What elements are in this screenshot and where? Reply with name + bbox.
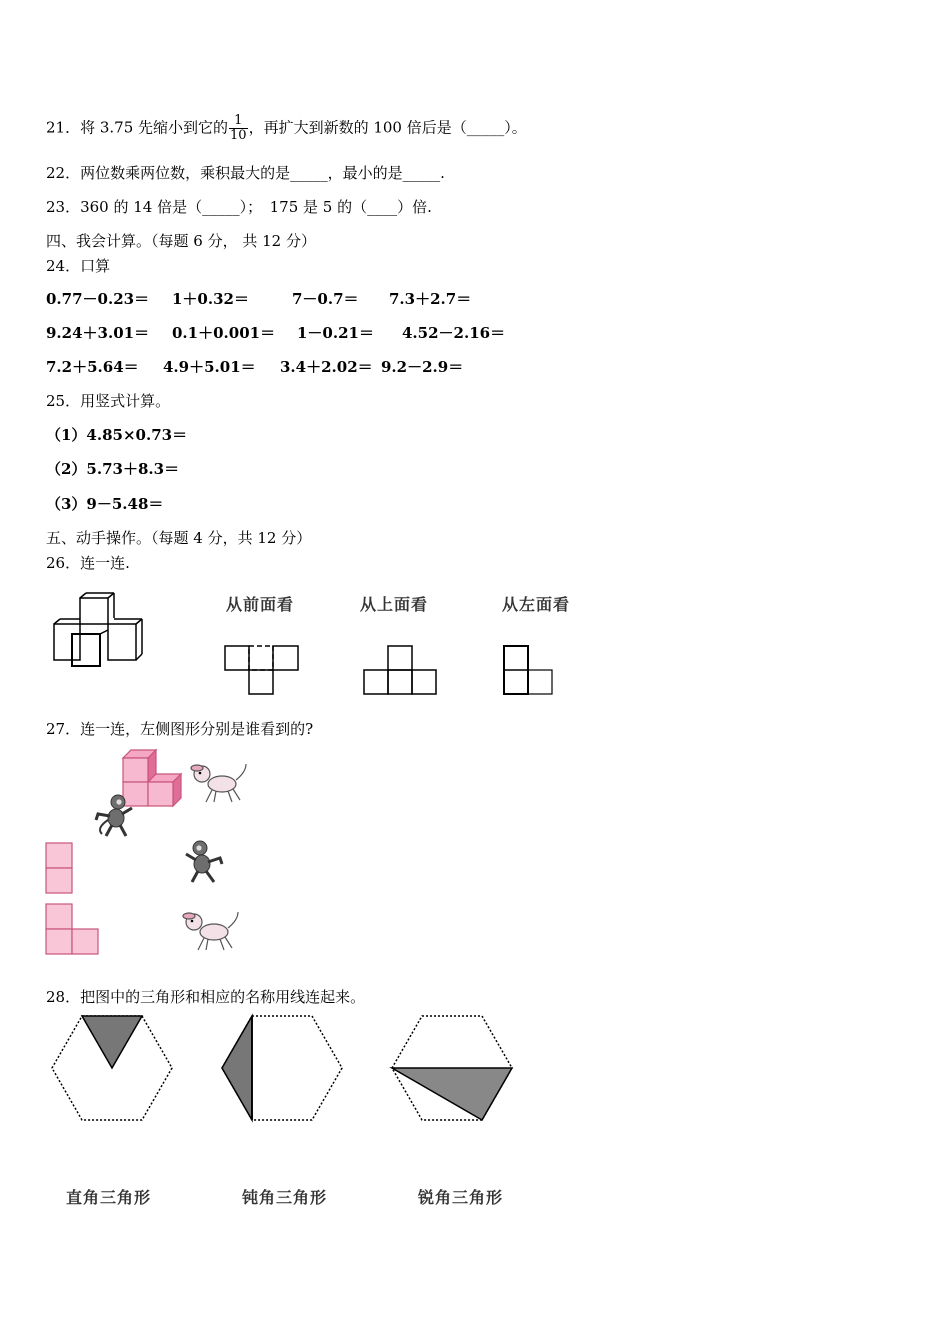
oral-item: 9.24＋3.01＝: [46, 324, 150, 342]
pink-view-column: [45, 842, 75, 896]
question-24: 24．口算: [46, 257, 111, 275]
front-view-label: 从前面看: [226, 595, 295, 614]
q21-text-a: 21．将 3.75 先缩小到它的: [46, 118, 229, 137]
hexagon-obtuse-triangle: [220, 1012, 345, 1122]
hexagon-acute-triangle: [390, 1012, 515, 1122]
question-22: 22．两位数乘两位数，乘积最大的是_____，最小的是_____.: [46, 164, 445, 182]
left-view-label: 从左面看: [502, 595, 571, 614]
right-triangle-label: 直角三角形: [66, 1188, 152, 1207]
dog-icon: [188, 760, 250, 806]
acute-triangle-label: 锐角三角形: [418, 1188, 504, 1207]
oral-item: 4.52－2.16＝: [402, 324, 506, 342]
question-25: 25．用竖式计算。: [46, 392, 171, 410]
question-26: 26．连一连.: [46, 554, 130, 572]
oral-item: 0.77－0.23＝: [46, 290, 150, 308]
oral-item: 7.3＋2.7＝: [389, 290, 472, 308]
left-view-shape: [502, 644, 557, 696]
question-28: 28．把图中的三角形和相应的名称用线连起来。: [46, 988, 366, 1006]
monkey-icon: [180, 838, 226, 884]
oral-item: 0.1＋0.001＝: [172, 324, 276, 342]
cube-assembly-figure: [50, 590, 150, 670]
question-23: 23．360 的 14 倍是（_____）； 175 是 5 的（____）倍.: [46, 198, 432, 216]
q25-item-3: （3）9－5.48＝: [46, 495, 164, 513]
front-view-shape: [224, 644, 302, 696]
oral-item: 1＋0.32＝: [172, 290, 249, 308]
q25-item-1: （1）4.85×0.73＝: [46, 426, 188, 444]
top-view-label: 从上面看: [360, 595, 429, 614]
oral-item: 7－0.7＝: [292, 290, 359, 308]
hexagon-right-triangle: [50, 1012, 175, 1122]
q21-text-b: ，再扩大到新数的 100 倍后是（_____）。: [248, 118, 527, 137]
section-5-heading: 五、动手操作。（每题 4 分，共 12 分）: [46, 529, 312, 547]
question-27: 27．连一连，左侧图形分别是谁看到的?: [46, 720, 314, 738]
top-view-shape: [362, 644, 440, 696]
obtuse-triangle-label: 钝角三角形: [242, 1188, 328, 1207]
fraction-one-tenth: $\frac{1}{10}$: [230, 113, 247, 143]
oral-item: 9.2－2.9＝: [381, 358, 464, 376]
question-21: [46, 114, 527, 143]
pink-view-l-shape: [45, 903, 101, 957]
oral-item: 7.2＋5.64＝: [46, 358, 139, 376]
q25-item-2: （2）5.73＋8.3＝: [46, 460, 180, 478]
oral-item: 1－0.21＝: [297, 324, 374, 342]
dog-icon: [180, 908, 242, 954]
oral-item: 4.9＋5.01＝: [163, 358, 256, 376]
section-4-heading: 四、我会计算。（每题 6 分， 共 12 分）: [46, 232, 316, 250]
oral-item: 3.4＋2.02＝: [280, 358, 373, 376]
monkey-icon: [92, 792, 138, 838]
